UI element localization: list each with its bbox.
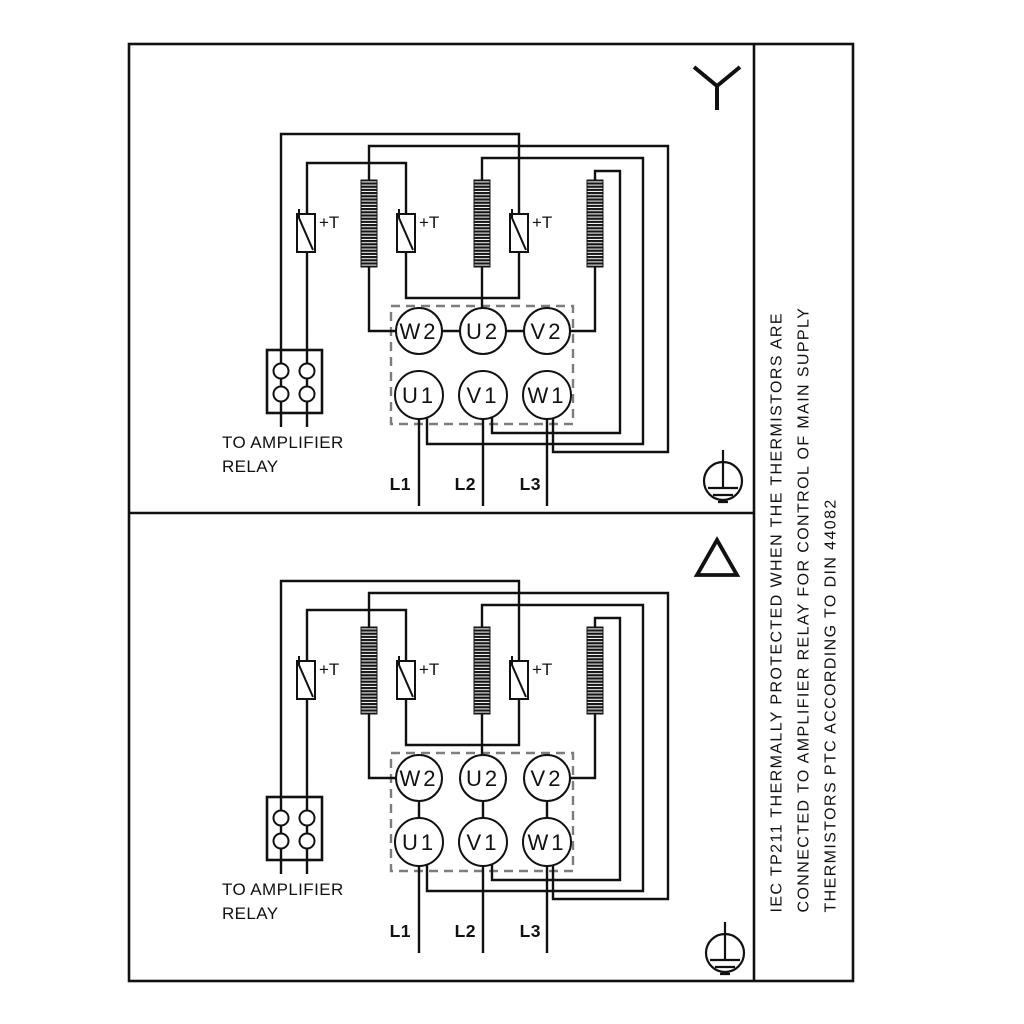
terminal-label: U2 — [465, 319, 501, 344]
supply-line-label: L3 — [519, 474, 541, 494]
terminal-label: V1 — [466, 383, 500, 408]
terminal-label: V1 — [466, 830, 500, 855]
thermistor-label: +T — [419, 660, 440, 679]
thermistor-label: +T — [319, 660, 340, 679]
terminal-label: V2 — [530, 319, 564, 344]
supply-line-label: L1 — [389, 474, 411, 494]
supply-line-label: L2 — [454, 474, 476, 494]
side-note — [764, 306, 845, 913]
relay-note-line: TO AMPLIFIER — [222, 880, 344, 899]
terminal-label: W1 — [527, 383, 567, 408]
relay-note-line: TO AMPLIFIER — [222, 433, 344, 452]
earth-icon — [706, 922, 744, 974]
thermistor-label: +T — [419, 213, 440, 232]
relay-note — [222, 431, 372, 478]
relay-note-line: RELAY — [222, 903, 279, 923]
side-note-line: IEC TP211 THERMALLY PROTECTED WHEN THE THERMISTORS ARE — [768, 312, 786, 913]
terminal-label: U1 — [401, 830, 437, 855]
supply-line-label: L3 — [519, 921, 541, 941]
thermistor-label: +T — [319, 213, 340, 232]
relay-note — [222, 878, 372, 925]
side-note-line: CONNECTED TO AMPLIFIER RELAY FOR CONTROL OF MAIN SUPPLY — [795, 306, 813, 913]
terminal-label: W1 — [527, 830, 567, 855]
delta-icon — [697, 540, 737, 575]
thermistor-label: +T — [532, 213, 553, 232]
terminal-label: V2 — [530, 766, 564, 791]
delta-row-links — [419, 801, 547, 818]
terminal-label: U1 — [401, 383, 437, 408]
terminal-label: W2 — [399, 319, 439, 344]
star-icon — [694, 67, 740, 110]
side-note-line: THERMISTORS PTC ACCORDING TO DIN 44082 — [822, 498, 840, 913]
supply-line-label: L1 — [389, 921, 411, 941]
supply-line-label: L2 — [454, 921, 476, 941]
relay-note-line: RELAY — [222, 456, 279, 476]
terminal-label: U2 — [465, 766, 501, 791]
terminal-label: W2 — [399, 766, 439, 791]
thermistor-label: +T — [532, 660, 553, 679]
earth-icon — [704, 450, 742, 502]
